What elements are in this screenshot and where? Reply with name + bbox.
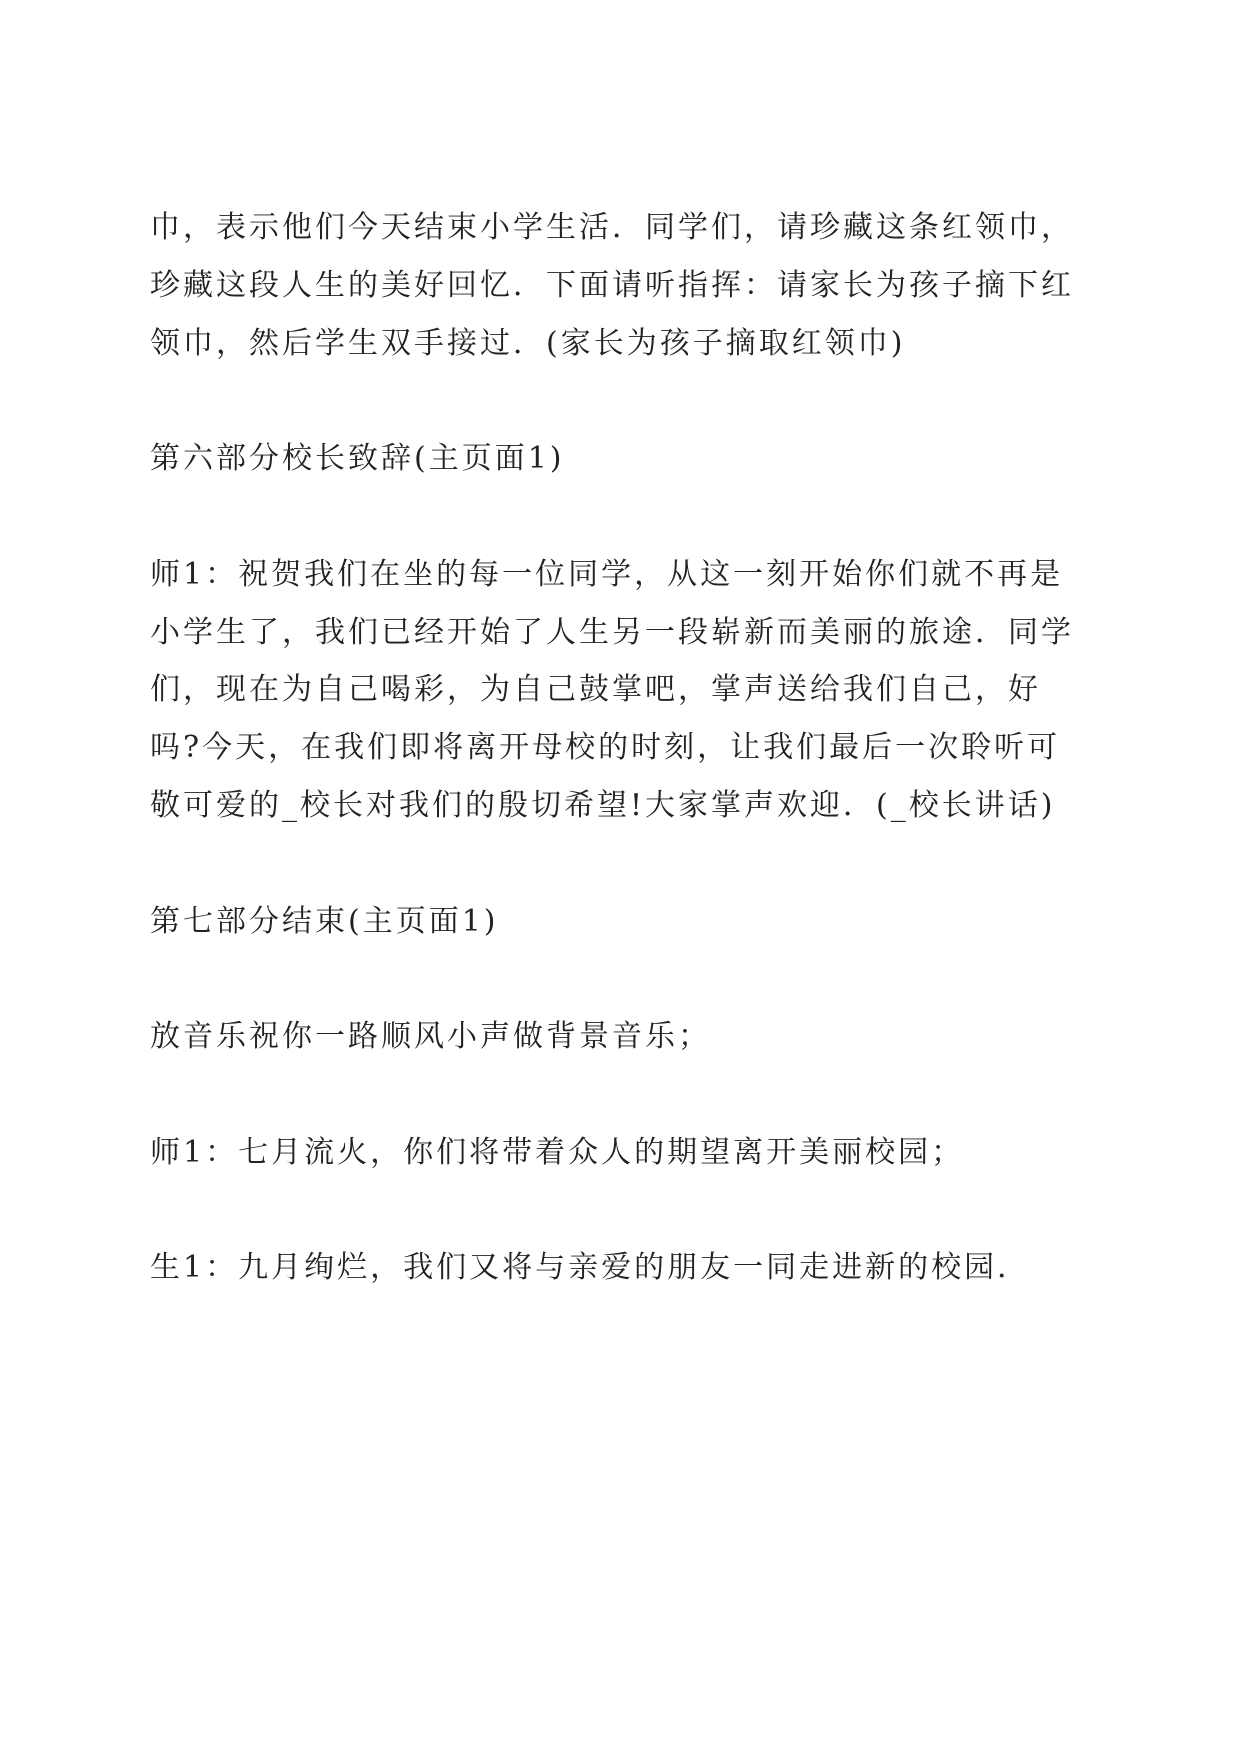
paragraph-line: 领巾，然后学生双手接过．(家长为孩子摘取红领巾) xyxy=(150,325,906,361)
section-heading xyxy=(150,430,1150,488)
paragraph-line: 们，现在为自己喝彩，为自己鼓掌吧，掌声送给我们自己，好 xyxy=(150,672,1041,708)
paragraph xyxy=(150,546,1150,835)
paragraph-line: 生1：九月绚烂，我们又将与亲爱的朋友一同走进新的校园． xyxy=(150,1250,1031,1286)
paragraph-line: 小学生了，我们已经开始了人生另一段崭新而美丽的旅途．同学 xyxy=(150,614,1074,650)
paragraph-line: 师1：祝贺我们在坐的每一位同学，从这一刻开始你们就不再是 xyxy=(150,556,1064,592)
paragraph-line: 吗?今天，在我们即将离开母校的时刻，让我们最后一次聆听可 xyxy=(150,730,1061,766)
section-heading xyxy=(150,893,1150,951)
paragraph-line: 敬可爱的_校长对我们的殷切希望!大家掌声欢迎．(_校长讲话) xyxy=(150,787,1056,823)
paragraph-line: 珍藏这段人生的美好回忆．下面请听指挥：请家长为孩子摘下红 xyxy=(150,267,1074,303)
paragraph-line: 放音乐祝你一路顺风小声做背景音乐； xyxy=(150,1019,711,1055)
section-heading-text: 第六部分校长致辞(主页面1) xyxy=(150,441,565,477)
document-body xyxy=(150,199,1150,1297)
paragraph-line: 师1：七月流火，你们将带着众人的期望离开美丽校园； xyxy=(150,1134,965,1170)
section-heading-text: 第七部分结束(主页面1) xyxy=(150,903,499,939)
paragraph xyxy=(150,1008,1150,1066)
paragraph xyxy=(150,1239,1150,1297)
paragraph xyxy=(150,199,1150,372)
paragraph-line: 巾，表示他们今天结束小学生活．同学们，请珍藏这条红领巾， xyxy=(150,210,1074,245)
paragraph xyxy=(150,1124,1150,1182)
